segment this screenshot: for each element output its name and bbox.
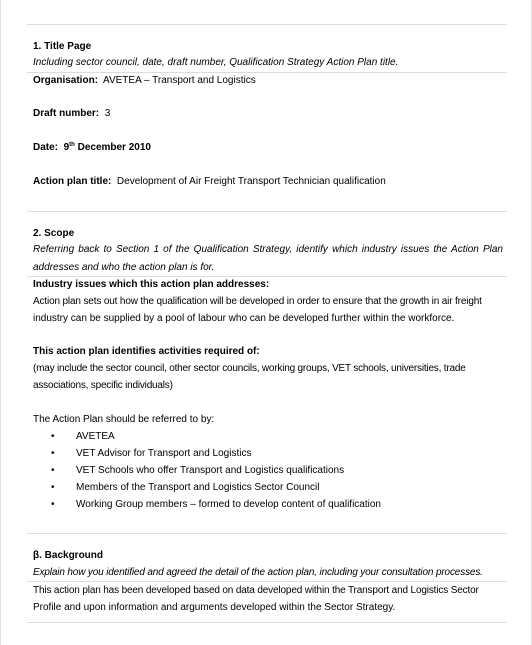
section-divider	[27, 533, 507, 534]
date-rest: December 2010	[77, 142, 151, 153]
scope-heading: 2. Scope	[33, 228, 75, 239]
industry-issues-line-1: Action plan sets out how the qualification will be developed in order to ensure that the growth in air freight	[33, 296, 482, 307]
background-body-line-1: This action plan has been developed based on data developed within the Transport and Logistics Sector	[33, 585, 479, 596]
activities-line-1: (may include the sector council, other sector councils, working groups, VET schools, universities, trade	[33, 363, 466, 374]
referred-item: Members of the Transport and Logistics Sector Council	[76, 482, 320, 493]
section-divider	[27, 24, 507, 25]
date-label: Date:	[33, 142, 59, 153]
section-divider	[27, 622, 507, 623]
referred-item: AVETEA	[76, 431, 115, 442]
section-divider	[27, 581, 507, 582]
bullet: •	[51, 431, 55, 442]
background-body-line-2: Profile and upon information and arguments developed within the Sector Strategy.	[33, 602, 396, 613]
organisation-value: AVETEA – Transport and Logistics	[103, 75, 256, 86]
bullet: •	[51, 448, 55, 459]
industry-issues-line-2: industry can be supplied by a pool of labour who can be developed further within the workforce.	[33, 313, 455, 324]
scope-instruction-line-2: addresses and who the action plan is for.	[33, 262, 215, 273]
organisation-row	[33, 75, 256, 87]
background-instruction: Explain how you identified and agreed the detail of the action plan, including your consultation processes.	[33, 567, 483, 578]
bullet: •	[51, 499, 55, 510]
bullet: •	[51, 482, 55, 493]
draft-label: Draft number:	[33, 108, 100, 119]
date-day: 9	[63, 142, 70, 153]
action-plan-row	[33, 176, 386, 188]
activities-line-2: associations, specific individuals)	[33, 380, 173, 391]
draft-value: 3	[104, 108, 111, 119]
scope-instruction-line-1: Referring back to Section 1 of the Qualification Strategy, identify which industry issues the Action Plan	[33, 244, 503, 255]
date-suffix: th	[69, 142, 75, 148]
draft-row	[33, 108, 110, 120]
section-divider	[27, 276, 507, 277]
bullet: •	[51, 465, 55, 476]
referred-item: VET Advisor for Transport and Logistics	[76, 448, 252, 459]
activities-heading: This action plan identifies activities required of:	[33, 346, 260, 357]
date-row	[33, 142, 151, 154]
action-plan-value: Development of Air Freight Transport Technician qualification	[116, 176, 386, 187]
section-divider	[27, 72, 507, 73]
referred-item: VET Schools who offer Transport and Logistics qualifications	[76, 465, 345, 476]
section-divider	[27, 211, 507, 212]
action-plan-label: Action plan title:	[33, 176, 112, 187]
background-heading: β. Background	[33, 550, 103, 561]
referred-intro: The Action Plan should be referred to by:	[33, 414, 215, 425]
title-page-heading: 1. Title Page	[33, 41, 92, 52]
referred-item: Working Group members – formed to develop content of qualification	[76, 499, 381, 510]
industry-issues-heading: Industry issues which this action plan addresses:	[33, 279, 270, 290]
organisation-label: Organisation:	[33, 75, 99, 86]
title-page-instruction: Including sector council, date, draft number, Qualification Strategy Action Plan title.	[33, 57, 399, 68]
